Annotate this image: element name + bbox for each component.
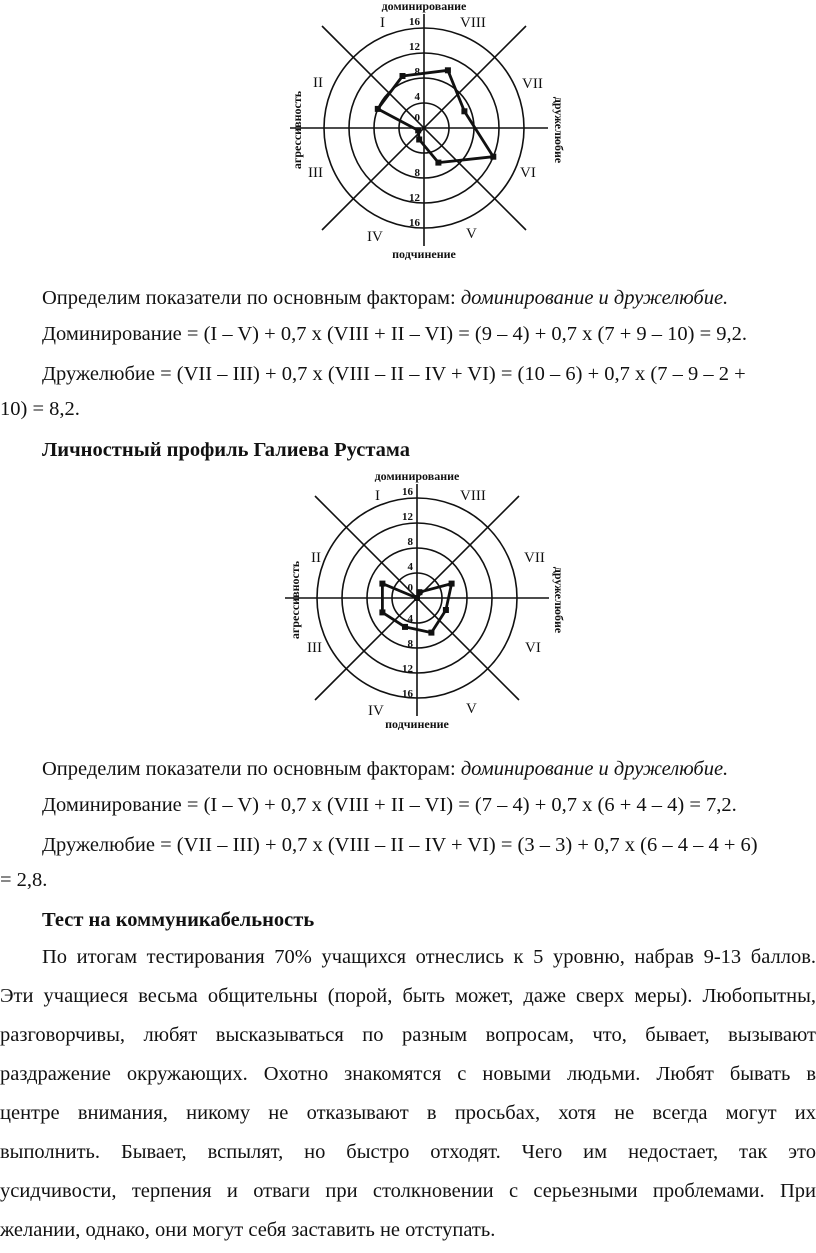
octant-label-V: V [466,701,477,717]
tick-up-12: 12 [409,41,420,53]
octant-label-VIII: VIII [460,488,486,504]
profile-point-octant-II [443,607,449,613]
tick-down-16: 16 [409,217,420,229]
section-heading-communication: Тест на коммуникабельность [42,909,315,931]
body-paragraph-line: раздражение окружающих. Охотно знакомятся с новыми людьми. Любят бывать в [0,1063,816,1085]
profile-point-octant-VII [400,73,406,79]
dominance-formula-1: Доминирование = (I – V) + 0,7 х (VIII + II – VI) = (9 – 4) + 0,7 х (7 + 9 – 10) = 9,2. [42,323,748,345]
octant-label-I: I [380,15,385,31]
axis-title-bottom: подчинение [385,717,449,731]
body-paragraph-line: желании, однако, они могут себя заставить не отступать. [0,1219,496,1241]
octant-label-II: II [311,550,321,566]
octant-label-III: III [308,165,323,181]
tick-down-8: 8 [414,167,420,179]
profile-point-octant-III [428,630,434,636]
tick-down-12: 12 [409,192,420,204]
profile-point-octant-II [490,154,496,160]
tick-up-12: 12 [402,511,413,523]
profile-point-octant-IV [416,137,422,143]
octant-label-VI: VI [525,640,541,656]
octant-label-VIII: VIII [460,15,486,31]
tick-up-8: 8 [407,536,413,548]
factors-intro-text: Определим показатели по основным факторам: [42,287,461,309]
axis-title-right: дружелюбие [552,566,566,634]
octant-label-II: II [313,75,323,91]
body-paragraph-line: разговорчивы, любят высказываться по разным вопросам, что, бывает, вызывают [0,1024,816,1046]
factors-intro-emphasis: доминирование и дружелюбие. [460,287,729,309]
axis-title-left: агрессивность [290,90,304,170]
profile-point-octant-VIII [445,67,451,73]
body-paragraph-line: центре внимания, никому не отказывают в просьбах, хотя не всегда могут их [0,1102,816,1124]
tick-up-16: 16 [402,486,413,498]
factors-intro-2 [42,757,728,781]
body-paragraph-line: усидчивости, терпения и отваги при столкновении с серьезными проблемами. При [0,1180,816,1202]
octant-label-VII: VII [524,550,545,566]
axis-title-top: доминирование [381,0,467,13]
octant-label-IV: IV [367,229,383,245]
octant-label-I: I [375,488,380,504]
tick-up-16: 16 [409,16,420,28]
interpersonal-diagram-2 [0,470,816,740]
tick-up-8: 8 [414,66,420,78]
profile-point-octant-V [415,127,421,133]
octant-label-V: V [466,226,477,242]
friendliness-formula-1-end: 10) = 8,2. [0,398,80,420]
section-heading-profile: Личностный профиль Галиева Рустама [42,439,410,461]
profile-point-octant-III [435,160,441,166]
axis-title-left: агрессивность [288,560,302,640]
octant-label-VII: VII [522,76,543,92]
axis-title-right: дружелюбие [552,96,566,164]
tick-up-4: 4 [407,561,413,573]
octant-label-IV: IV [368,703,384,719]
axis-title-top: доминирование [374,470,460,483]
tick-down-12: 12 [402,663,413,675]
profile-point-octant-VIII [416,589,422,595]
factors-intro-text: Определим показатели по основным факторам: [42,758,461,780]
profile-point-octant-VI [375,106,381,112]
factors-intro-1 [42,286,728,310]
tick-up-0: 0 [407,582,413,594]
octant-label-III: III [307,640,322,656]
friendliness-formula-2-end: = 2,8. [0,869,48,891]
profile-point-octant-I [449,581,455,587]
body-paragraph-line: Эти учащиеся весьма общительны (порой, быть может, даже сверх меры). Любопытны, [0,985,816,1007]
axis-title-bottom: подчинение [392,247,456,261]
profile-point-octant-VI [379,581,385,587]
profile-point-octant-V [379,609,385,615]
friendliness-formula-1: Дружелюбие = (VII – III) + 0,7 х (VIII – II – IV + VI) = (10 – 6) + 0,7 х (7 – 9 – 2 + [42,363,746,385]
factors-intro-emphasis: доминирование и дружелюбие. [460,758,729,780]
profile-point-octant-IV [402,624,408,630]
profile-point-octant-I [461,108,467,114]
friendliness-formula-2: Дружелюбие = (VII – III) + 0,7 х (VIII – II – IV + VI) = (3 – 3) + 0,7 х (6 – 4 – 4 + 6) [42,834,758,856]
body-paragraph-line: выполнить. Бывает, вспылят, но быстро отходят. Чего им недостает, так это [0,1141,816,1163]
tick-up-4: 4 [414,91,420,103]
profile-point-octant-VII [414,595,420,601]
tick-up-0: 0 [414,112,420,124]
body-paragraph-line: По итогам тестирования 70% учащихся отнеслись к 5 уровню, набрав 9-13 баллов. [42,946,816,968]
octant-label-VI: VI [520,165,536,181]
dominance-formula-2: Доминирование = (I – V) + 0,7 х (VIII + II – VI) = (7 – 4) + 0,7 х (6 + 4 – 4) = 7,2. [42,794,737,816]
tick-down-16: 16 [402,688,413,700]
interpersonal-diagram-1 [0,0,816,270]
tick-down-8: 8 [407,638,413,650]
tick-down-4: 4 [407,613,413,625]
